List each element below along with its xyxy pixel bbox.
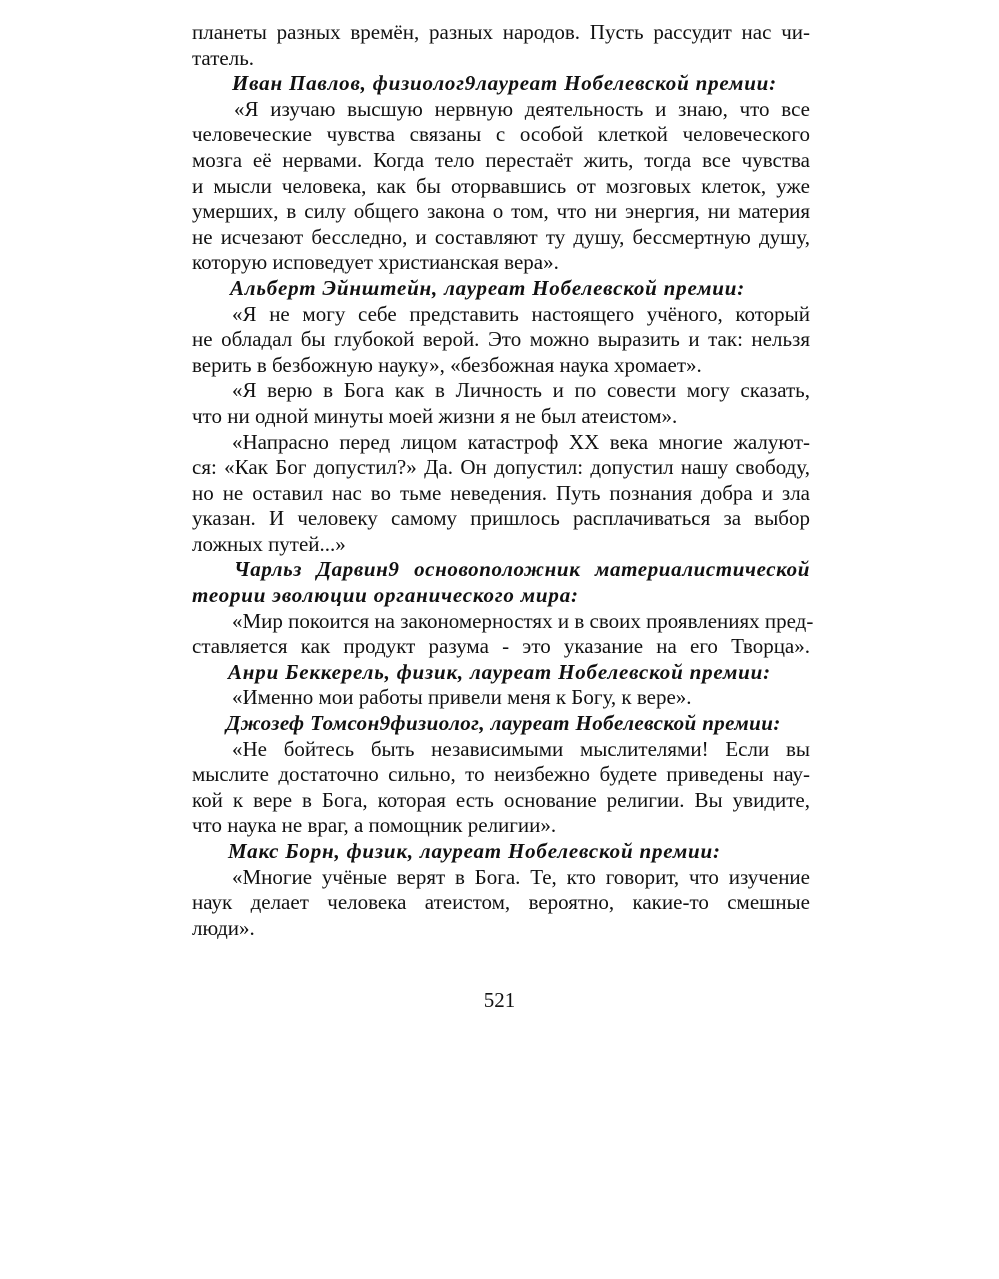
text-line: «Я не могу себе представить настоящего учёного, который [232, 301, 810, 326]
text-line: «Я изучаю высшую нервную деятельность и знаю, что все [234, 96, 810, 121]
text-line: не обладал бы глубокой верой. Это можно выразить и так: нельзя [192, 327, 810, 352]
attribution-heading: теории эволюции органического мира: [192, 583, 579, 608]
text-line: «Я верю в Бога как в Личность и по совести могу сказать, [232, 378, 810, 403]
text-line: планеты разных времён, разных народов. Пусть рассудит нас чи- [192, 20, 810, 44]
text-line: кой к вере в Бога, которая есть основание религии. Вы увидите, [192, 787, 810, 812]
text-line: указан. И человеку самому пришлось расплачиваться за выбор [192, 506, 810, 531]
text-line: «Не бойтесь быть независимыми мыслителями! Если вы [232, 736, 810, 761]
text-line: «Именно мои работы привели меня к Богу, к вере». [232, 685, 692, 710]
text-line: ставляется как продукт разума - это указание на его Творца». [192, 634, 810, 659]
page-number: 521 [483, 988, 516, 1012]
text-line: «Напрасно перед лицом катастроф XX века многие жалуют- [232, 429, 810, 454]
text-line: которую исповедует христианская вера». [192, 250, 559, 275]
text-line: что ни одной минуты моей жизни я не был атеистом». [192, 403, 678, 428]
text-line: верить в безбожную науку», «безбожная наука хромает». [192, 352, 702, 377]
text-line: не исчезают бесследно, и составляют ту душу, бессмертную душу, [192, 224, 810, 249]
text-line: мыслите достаточно сильно, то неизбежно будете приведены нау- [192, 762, 810, 787]
text-line: люди». [192, 915, 255, 940]
page-text-block [192, 20, 814, 941]
text-line: и мысли человека, как бы оторвавшись от мозговых клеток, уже [192, 173, 810, 198]
text-line: человеческие чувства связаны с особой клеткой человеческого [192, 122, 810, 147]
text-line: татель. [192, 45, 255, 70]
attribution-heading: Чарльз Дарвин9 основоположник материалистической [234, 557, 810, 582]
attribution-heading: Анри Беккерель, физик, лауреат Нобелевской премии: [228, 659, 771, 684]
text-line: мозга её нервами. Когда тело перестаёт жить, тогда все чувства [192, 147, 810, 172]
attribution-heading: Макс Борн, физик, лауреат Нобелевской премии: [228, 839, 721, 863]
text-line: что наука не враг, а помощник религии». [192, 813, 557, 838]
text-line: ложных путей...» [192, 531, 346, 556]
attribution-heading: Джозеф Томсон9физиолог, лауреат Нобелевской премии: [226, 711, 781, 736]
text-line: «Мир покоится на закономерностях и в своих проявлениях пред- [232, 608, 814, 633]
text-line: ся: «Как Бог допустил?» Да. Он допустил: допустил нашу свободу, [192, 455, 810, 480]
text-line: «Многие учёные верят в Бога. Те, кто говорит, что изучение [232, 864, 810, 889]
attribution-heading: Альберт Эйнштейн, лауреат Нобелевской премии: [230, 275, 746, 300]
text-line: наук делает человека атеистом, вероятно, какие-то смешные [192, 890, 810, 915]
text-line: но не оставил нас во тьме неведения. Путь познания добра и зла [192, 480, 810, 505]
text-line: умерших, в силу общего закона о том, что ни энергия, ни материя [192, 199, 810, 224]
attribution-heading: Иван Павлов, физиолог9лауреат Нобелевской премии: [232, 71, 777, 96]
